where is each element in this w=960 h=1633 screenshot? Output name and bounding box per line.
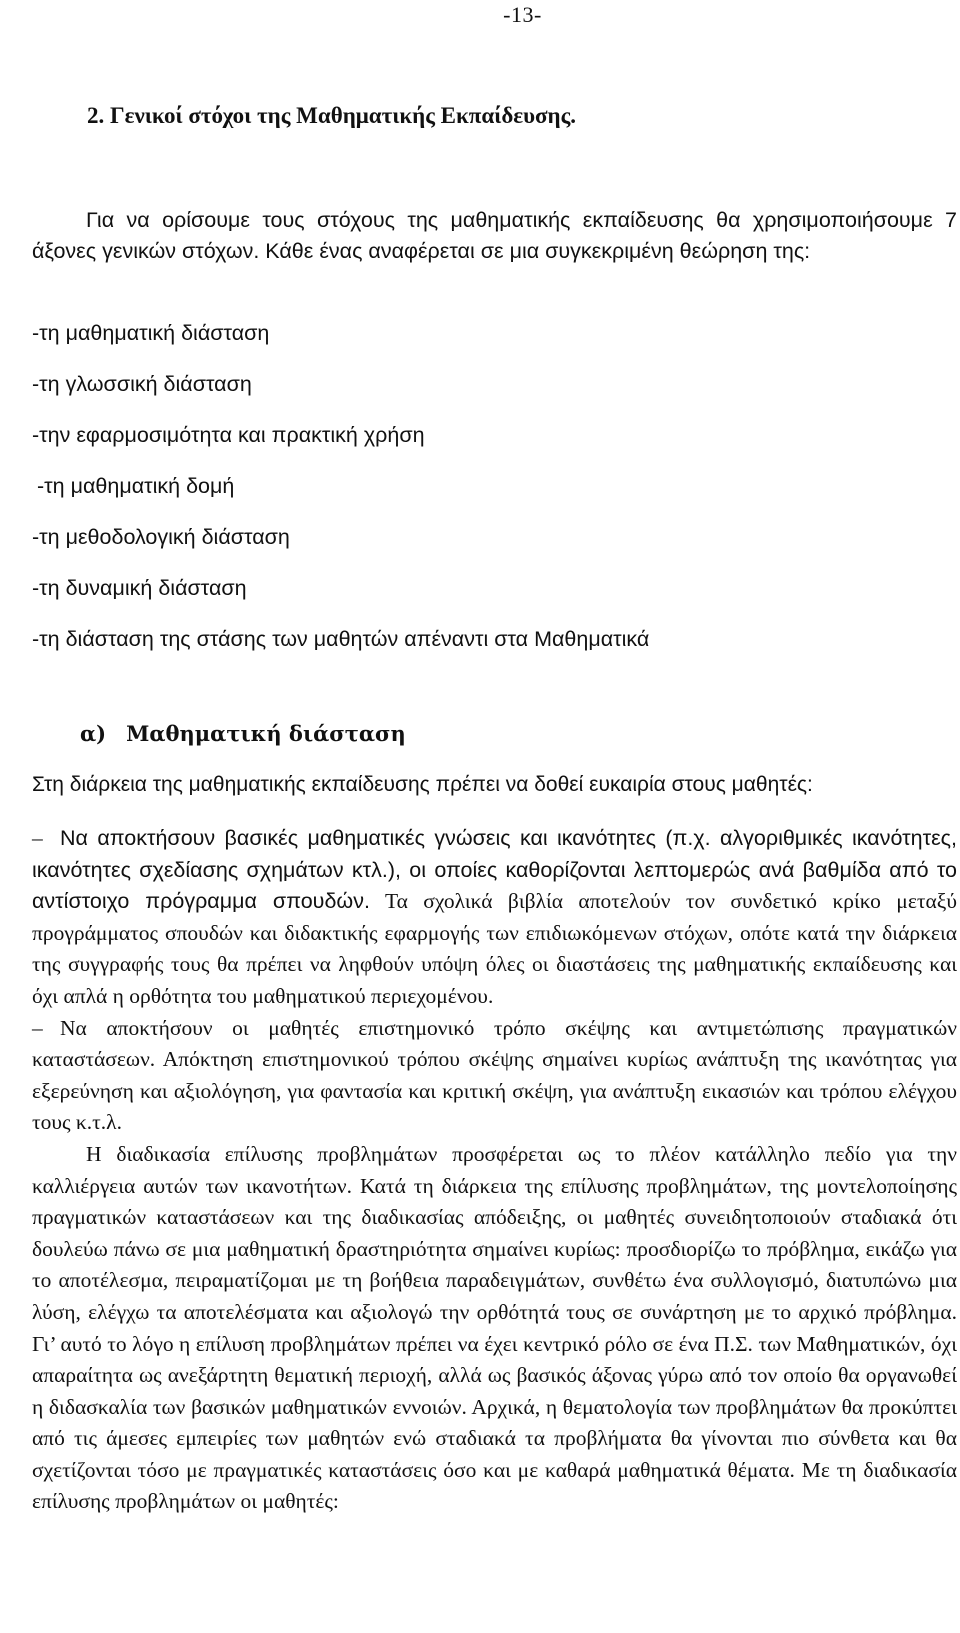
subsection-number: α) <box>80 721 107 746</box>
dimension-item: -τη μαθηματική δομή <box>37 474 235 498</box>
dimensions-list <box>32 318 649 675</box>
dimension-item: -τη μεθοδολογική διάσταση <box>32 525 290 549</box>
dimension-item: -τη δυναμική διάσταση <box>32 576 247 600</box>
dash-bullet: – <box>32 826 43 850</box>
bullet-paragraph-1 <box>32 823 957 1013</box>
section-heading: 2. Γενικοί στόχοι της Μαθηματικής Εκπαίδευσης. <box>87 103 577 128</box>
bullet-paragraph-2 <box>32 1013 957 1139</box>
bullet-1-continuation: Τα σχολικά βιβλία αποτελούν τον συνδετικό κρίκο μεταξύ προγράμματος σπουδών και διδακτικής εφαρμογής των επιδιωκόμενων στόχων, οπότε κατά την διάρκεια της συγγραφής τους θα πρέπει να ληφθούν υπόψη όλες οι διαστάσεις της μαθηματικής εκπαίδευσης και όχι απλά η ορθότητα του μαθηματικού περιεχομένου. <box>32 889 957 1008</box>
page-number: -13- <box>503 2 542 27</box>
subsection-heading <box>80 721 406 746</box>
problem-solving-paragraph: Η διαδικασία επίλυσης προβλημάτων προσφέρεται ως το πλέον κατάλληλο πεδίο για την καλλιέργεια αυτών των ικανοτήτων. Κατά τη διάρκεια της επίλυσης προβλημάτων, της μοντελοποίησης πραγματικών καταστάσεων και της διαδικασίας απόδειξης, οι μαθητές συνειδητοποιούν σταδιακά ότι δουλεύω πάνω σε μια μαθηματική δραστηριότητα σημαίνει κυρίως: προσδιορίζω το πρόβλημα, εικάζω για το αποτέλεσμα, πειραματίζομαι με τη βοήθεια παραδειγμάτων, συνθέτω ένα συλλογισμό, διατυπώνω μια λύση, ελέγχω τα αποτελέσματα και αξιολογώ την ορθότητά τους σε συνάρτηση με το αρχικό πρόβλημα. Γι’ αυτό το λόγο η επίλυση προβλημάτων πρέπει να έχει κεντρικό ρόλο σε ένα Π.Σ. των Μαθηματικών, όχι απαραίτητα ως ανεξάρτητη θεματική περιοχή, αλλά ως βασικός άξονας γύρω από τον οποίο θα οργανωθεί η διδασκαλία των βασικών μαθηματικών εννοιών. Αρχικά, η θεματολογία των προβλημάτων θα προκύπτει από τις άμεσες εμπειρίες των μαθητών ενώ σταδιακά τα προβλήματα θα γίνονται πιο σύνθετα και θα σχετίζονται τόσο με πραγματικές καταστάσεις όσο και με καθαρά μαθηματικά θέματα. Με τη διαδικασία επίλυσης προβλημάτων οι μαθητές: <box>32 1141 957 1514</box>
intro-paragraph: Για να ορίσουμε τους στόχους της μαθηματικής εκπαίδευσης θα χρησιμοποιήσουμε 7 άξονες γενικών στόχων. Κάθε ένας αναφέρεται σε μια συγκεκριμένη θεώρηση της: <box>32 208 957 263</box>
dash-bullet: – <box>32 1015 43 1040</box>
lead-sentence: Στη διάρκεια της μαθηματικής εκπαίδευσης πρέπει να δοθεί ευκαιρία στους μαθητές: <box>32 773 813 796</box>
dimension-item: -τη γλωσσική διάσταση <box>32 372 252 396</box>
bullet-2-text: Να αποκτήσουν οι μαθητές επιστημονικό τρόπο σκέψης και αντιμετώπισης πραγματικών καταστάσεων. Απόκτηση επιστημονικού τρόπου σκέψης σημαίνει κυρίως ανάπτυξη της ικανότητας για εξερεύνηση και αξιολόγηση, για φαντασία και κριτική σκέψη, για ανάπτυξη εικασιών και τρόπου ελέγχου τους κ.τ.λ. <box>32 1015 957 1135</box>
dimension-item: -τη μαθηματική διάσταση <box>32 321 270 345</box>
dimension-item: -την εφαρμοσιμότητα και πρακτική χρήση <box>32 423 425 447</box>
bullet-1-text: Να αποκτήσουν βασικές μαθηματικές γνώσεις και ικανότητες (π.χ. αλγοριθμικές ικανότητες, ικανότητες σχεδίασης σχημάτων κτλ.), οι οποίες καθορίζονται λεπτομερώς ανά βαθμίδα από το αντίστοιχο πρόγραμμα σπουδών. <box>32 826 957 914</box>
dimension-item: -τη διάσταση της στάσης των μαθητών απέναντι στα Μαθηματικά <box>32 627 650 651</box>
body-text <box>32 823 957 1518</box>
subsection-title: Μαθηματική διάσταση <box>126 721 406 746</box>
